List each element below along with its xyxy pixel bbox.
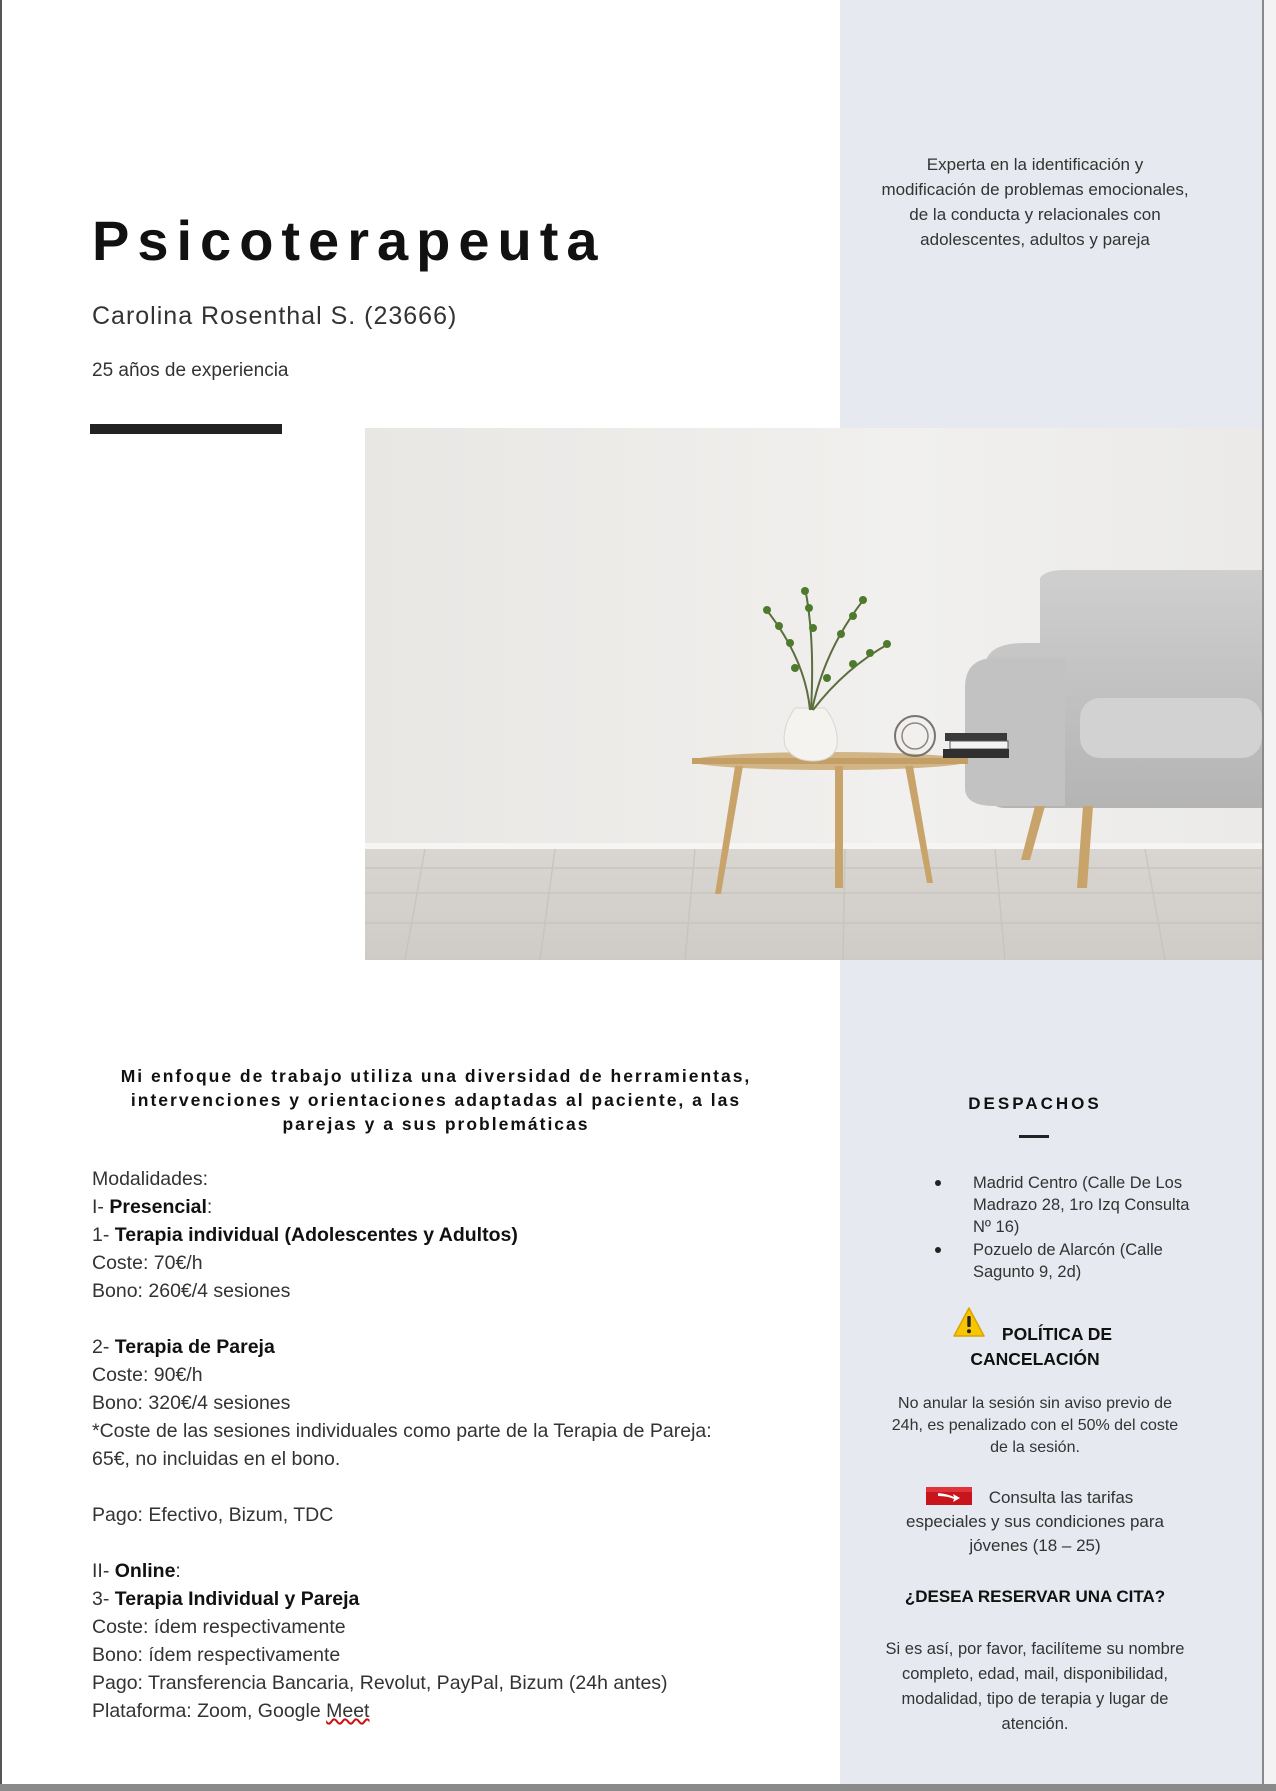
individual-cost: Coste: 70€/h [92,1252,203,1274]
sidebar-tagline: Experta en la identificación y modificación de problemas emocionales, de la conducta y relacionales con adolescentes, adultos y pareja [881,155,1189,249]
office-item: Pozuelo de Alarcón (Calle Sagunto 9, 2d) [935,1239,1195,1283]
online-therapy-heading: 3- Terapia Individual y Pareja [92,1588,360,1610]
online-platform: Plataforma: Zoom, Google Meet [92,1700,370,1722]
modalities-label: Modalidades: [92,1168,208,1190]
experience-text: 25 años de experiencia [92,360,289,381]
offices-divider [1019,1135,1049,1138]
couple-bono: Bono: 320€/4 sesiones [92,1392,291,1414]
offices-list [935,1172,1195,1284]
offices-title: DESPACHOS [968,1094,1102,1113]
couple-note-line1: *Coste de las sesiones individuales como parte de la Terapia de Pareja: [92,1420,712,1442]
cancellation-policy-text: No anular la sesión sin aviso previo de 24h, es penalizado con el 50% del coste de la sesión. [891,1395,1179,1456]
living-room-photo [365,428,1262,960]
booking-text: Si es así, por favor, facilíteme su nombre completo, edad, mail, disponibilidad, modalidad, tipo de terapia y lugar de atención. [885,1640,1185,1733]
modalities-section [92,1165,812,1725]
approach-statement: Mi enfoque de trabajo utiliza una diversidad de herramientas, intervenciones y orientaciones adaptadas al paciente, a las parejas y a sus problemáticas [120,1066,752,1134]
youth-rates-text: Consulta las tarifas especiales y sus condiciones para jóvenes (18 – 25) [906,1488,1164,1555]
online-payment: Pago: Transferencia Bancaria, Revolut, PayPal, Bizum (24h antes) [92,1672,668,1694]
online-cost: Coste: ídem respectivamente [92,1616,346,1638]
online-bono: Bono: ídem respectivamente [92,1644,341,1666]
presencial-heading: I- Presencial: [92,1196,213,1218]
office-item: Madrid Centro (Calle De Los Madrazo 28, 1ro Izq Consulta Nº 16) [935,1172,1195,1238]
individual-bono: Bono: 260€/4 sesiones [92,1280,291,1302]
cancellation-policy-title: POLÍTICA DE CANCELACIÓN [970,1324,1113,1369]
couple-cost: Coste: 90€/h [92,1364,203,1386]
therapist-name: Carolina Rosenthal S. (23666) [92,302,458,330]
online-heading: II- Online: [92,1560,181,1582]
booking-title: ¿DESEA RESERVAR UNA CITA? [904,1587,1166,1606]
spellcheck-word: Meet [326,1700,370,1722]
title-divider [90,424,282,434]
individual-therapy-heading: 1- Terapia individual (Adolescentes y Adultos) [92,1224,518,1246]
page-edge-right [1262,0,1276,1791]
couple-therapy-heading: 2- Terapia de Pareja [92,1336,275,1358]
couple-note-line2: 65€, no incluidas en el bono. [92,1448,341,1470]
presencial-payment: Pago: Efectivo, Bizum, TDC [92,1504,334,1526]
page-edge-bottom [0,1784,1276,1791]
page-title: Psicoterapeuta [92,209,606,272]
